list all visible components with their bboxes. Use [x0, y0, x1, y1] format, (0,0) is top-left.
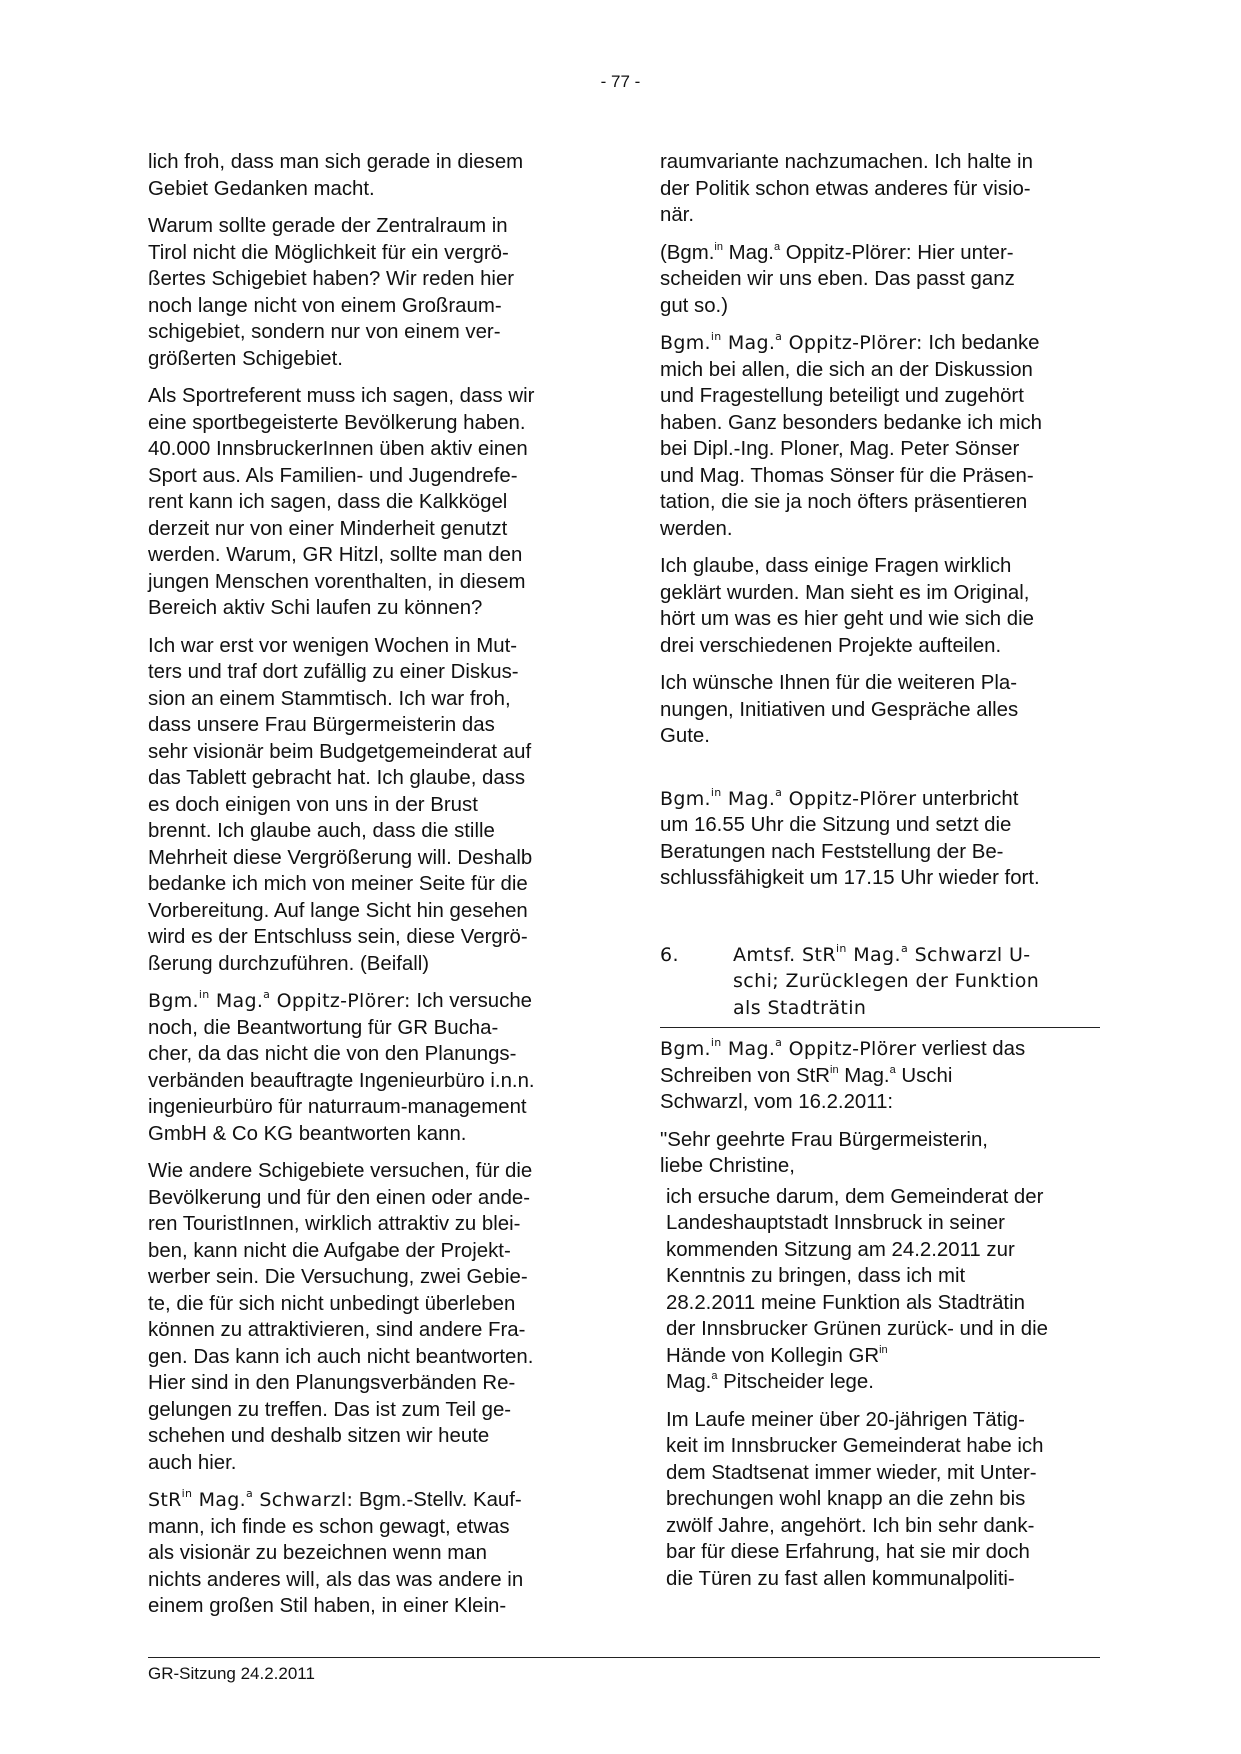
- speaker-paragraph: Bgm.$^{in}$ Mag.$^a$ Oppitz-Plörer: Ich versuche noch, die Beantwortung für GR Bucha- cher, da das nicht die von den Planungs- verbänden beauftragte Ingenieurbüro i.n.n. ingenieurbüro für naturraum-management GmbH & Co KG beantworten kann.: [148, 988, 535, 1145]
- speaker-name: StR$^{in}$ Mag.$^a$ Schwarzl:: [148, 1487, 354, 1511]
- agenda-item-number: 6.: [660, 943, 679, 966]
- interjection-paragraph: (Bgm.$^{in}$ Mag.$^a$ Oppitz-Plörer: Hier unter- scheiden wir uns eben. Das passt ganz gut so.): [660, 240, 1015, 317]
- paragraph: Wie andere Schigebiete versuchen, für die Bevölkerung und für den einen oder ande- ren TouristInnen, wirklich attraktiv zu blei- ben, kann nicht die Aufgabe der Projekt- werber sein. Die Versuchung, zwei Gebie- te, die für sich nicht unbedingt überleben können zu attraktivieren, sind andere Fra- gen. Das kann ich auch nicht beantworten. Hier sind in den Planungsverbänden Re- gelungen zu treffen. Das ist zum Teil ge- schehen und deshalb sitzen wir heute auch hier.: [148, 1160, 534, 1474]
- speaker-name: Bgm.$^{in}$ Mag.$^a$ Oppitz-Plörer:: [148, 988, 411, 1012]
- page-number: - 77 -: [600, 72, 641, 91]
- paragraph: Ich glaube, dass einige Fragen wirklich geklärt wurden. Man sieht es im Original, hört um was es hier geht und wie sich die drei verschiedenen Projekte aufteilen.: [660, 555, 1035, 657]
- letter-salutation: "Sehr geehrte Frau Bürgermeisterin, liebe Christine,: [660, 1128, 988, 1177]
- left-column: [148, 149, 594, 1631]
- speaker-name: Bgm.$^{in}$ Mag.$^a$ Oppitz-Plörer: [660, 785, 917, 810]
- footer-text: GR-Sitzung 24.2.2011: [148, 1664, 315, 1683]
- speaker-name: Bgm.$^{in}$ Mag.$^a$ Oppitz-Plörer:: [660, 330, 923, 354]
- paragraph: Als Sportreferent muss ich sagen, dass wir eine sportbegeisterte Bevölkerung haben. 40.000 InnsbruckerInnen üben aktiv einen Sport aus. Als Familien- und Jugendrefe- rent kann ich sagen, dass die Kalkkögel derzeit nur von einer Minderheit genutzt werden. Warum, GR Hitzl, sollte man den jungen Menschen vorenthalten, in diesem Bereich aktiv Schi laufen zu können?: [148, 385, 535, 619]
- letter-paragraph: Im Laufe meiner über 20-jährigen Tätig- keit im Innsbrucker Gemeinderat habe ich dem Stadtsenat immer wieder, mit Unter- brechungen wohl knapp an die zehn bis zwölf Jahre, angehört. Ich bin sehr dank- bar für diese Erfahrung, hat sie mir doch die Türen zu fast allen kommunalpoliti-: [666, 1408, 1044, 1590]
- letter-paragraph: ich ersuche darum, dem Gemeinderat der Landeshauptstadt Innsbruck in seiner kommenden Sitzung am 24.2.2011 zur Kenntnis zu bringen, dass ich mit 28.2.2011 meine Funktion als Stadträtin der Innsbrucker Grünen zurück- und in die Hände von Kollegin $GR^{in}$ Mag.$^a$ Pitscheider lege.: [666, 1185, 1048, 1393]
- agenda-item-title: Amtsf. StR$^{in}$ Mag.$^a$ Schwarzl U- schi; Zurücklegen der Funktion als Stadträtin: [733, 941, 1040, 1019]
- footer-divider: [148, 1657, 1100, 1658]
- right-column: [660, 149, 1100, 1603]
- speaker-paragraph: Bgm.$^{in}$ Mag.$^a$ Oppitz-Plörer: Ich bedanke mich bei allen, die sich an der Diskussion und Fragestellung beteiligt und zugehört haben. Ganz besonders bedanke ich mich bei Dipl.-Ing. Ploner, Mag. Peter Sönser und Mag. Thomas Sönser für die Präsen- tation, die sie ja noch öfters präsentieren werden.: [660, 330, 1043, 540]
- speaker-paragraph: StR$^{in}$ Mag.$^a$ Schwarzl: Bgm.-Stellv. Kauf- mann, ich finde es schon gewagt, etwas als visionär zu bezeichnen wenn man nichts anderes will, als das was andere in einem großen Stil haben, in einer Klein-: [148, 1487, 524, 1617]
- speaker-paragraph: Bgm.$^{in}$ Mag.$^a$ Oppitz-Plörer verliest das Schreiben von StR$^{in}$ Mag.$^a$ Uschi Schwarzl, vom 16.2.2011:: [660, 1036, 1026, 1113]
- procedure-paragraph: Bgm.$^{in}$ Mag.$^a$ Oppitz-Plörer unterbricht um 16.55 Uhr die Sitzung und setzt die Beratungen nach Feststellung der Be- schlussfähigkeit um 17.15 Uhr wieder fort.: [660, 785, 1040, 889]
- agenda-item-heading: [660, 942, 1100, 1029]
- paragraph: lich froh, dass man sich gerade in diesem Gebiet Gedanken macht.: [148, 151, 524, 200]
- paragraph: Ich war erst vor wenigen Wochen in Mut- ters und traf dort zufällig zu einer Diskus- sion an einem Stammtisch. Ich war froh, dass unsere Frau Bürgermeisterin das sehr visionär beim Budgetgemeinderat auf das Tablett gebracht hat. Ich glaube, dass es doch einigen von uns in der Brust brennt. Ich glaube auch, dass die stille Mehrheit diese Vergrößerung will. Deshalb bedanke ich mich von meiner Seite für die Vorbereitung. Auf lange Sicht hin gesehen wird es der Entschluss sein, diese Vergrö- ßerung durchzuführen. (Beifall): [148, 634, 533, 975]
- paragraph: raumvariante nachzumachen. Ich halte in der Politik schon etwas anderes für visio- när.: [660, 151, 1033, 226]
- paragraph: Warum sollte gerade der Zentralraum in Tirol nicht die Möglichkeit für ein vergrö- ßertes Schigebiet haben? Wir reden hier noch lange nicht von einem Großraum- schigebiet, sondern nur von einem ver- größerten Schigebiet.: [148, 215, 515, 370]
- paragraph: Ich wünsche Ihnen für die weiteren Pla- nungen, Initiativen und Gespräche alles Gute.: [660, 672, 1019, 747]
- speaker-name: Bgm.$^{in}$ Mag.$^a$ Oppitz-Plörer: [660, 1036, 917, 1060]
